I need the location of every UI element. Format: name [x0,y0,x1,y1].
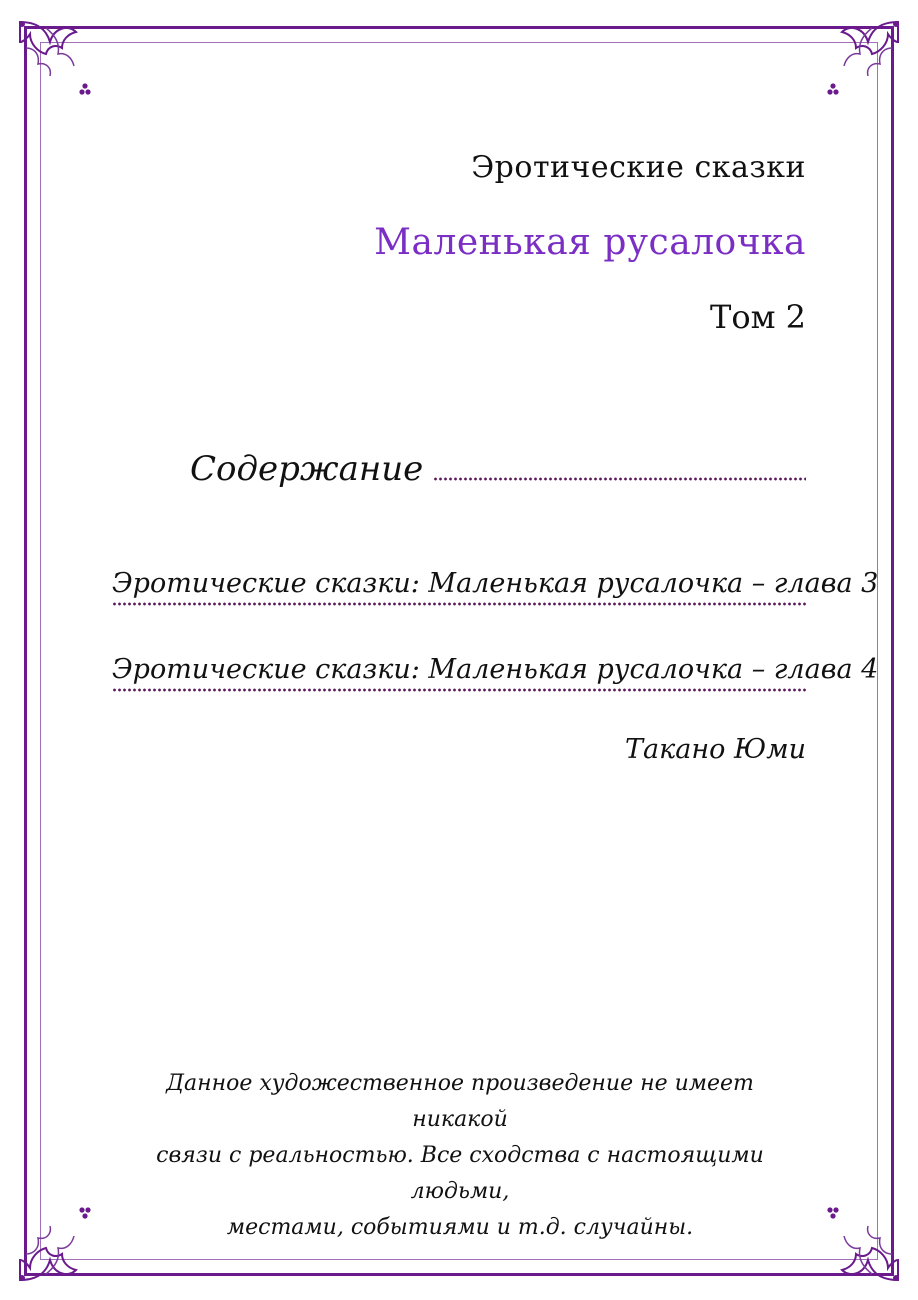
series-name: Эротические сказки [471,150,806,185]
dotted-underline [112,601,806,607]
dotted-underline [112,687,806,693]
chapter-title: Эротические сказки: Маленькая русалочка – глава 4 [112,654,879,685]
book-title: Маленькая русалочка [374,222,806,263]
contents-heading-row [190,436,806,489]
corner-ornament-icon [16,1200,100,1284]
dotted-leader [433,476,806,482]
chapter-entry [112,568,879,607]
chapter-entry [112,654,879,693]
disclaimer-line: Данное художественное произведение не имеет никакой [166,1071,754,1132]
chapter-title: Эротические сказки: Маленькая русалочка – глава 3 [112,568,879,599]
corner-ornament-icon [818,18,902,102]
corner-ornament-icon [16,18,100,102]
corner-ornament-icon [818,1200,902,1284]
disclaimer-line: местами, событиями и т.д. случайны. [226,1215,694,1240]
disclaimer [130,1066,790,1246]
disclaimer-line: связи с реальностью. Все сходства с настоящими людьми, [156,1143,764,1204]
contents-heading: Содержание [190,449,424,489]
author-name: Такано Юми [625,734,806,765]
volume-number: Том 2 [709,298,806,336]
